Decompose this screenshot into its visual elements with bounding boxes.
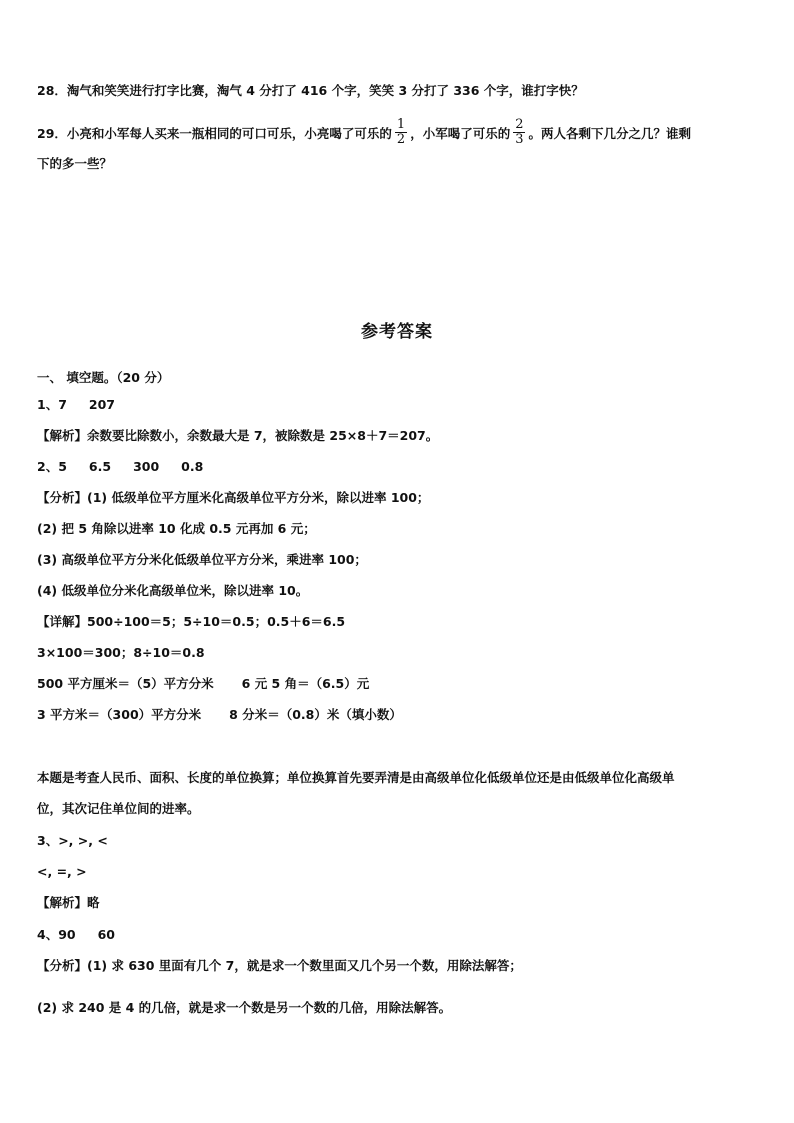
fraction-denominator: 3 (515, 132, 524, 147)
answer-2 (37, 459, 203, 475)
answer-2-analysis-2: (2) 把 5 角除以进率 10 化成 0.5 元再加 6 元； (37, 521, 316, 536)
answer-2-note-1: 本题是考查人民币、面积、长度的单位换算；单位换算首先要弄清是由高级单位化低级单位还是由低级单位化高级单 (37, 770, 675, 785)
answer-2-analysis-1: 【分析】(1) 低级单位平方厘米化高级单位平方分米，除以进率 100； (37, 490, 430, 505)
answer-3-line-2: <, =, > (37, 864, 87, 879)
answer-4-analysis-1: 【分析】(1) 求 630 里面有几个 7，就是求一个数里面又几个另一个数，用除法解答； (37, 958, 522, 973)
question-28: 28．淘气和笑笑进行打字比赛，淘气 4 分打了 416 个字，笑笑 3 分打了 336 个字，谁打字快？ (37, 83, 584, 98)
answer-2-detail-2: 3×100＝300；8÷10＝0.8 (37, 645, 205, 660)
answer-1-analysis: 【解析】余数要比除数小，余数最大是 7，被除数是 25×8＋7＝207。 (37, 428, 439, 443)
question-29-text-b: ，小军喝了可乐的 (410, 126, 511, 141)
fraction-two-thirds (513, 118, 525, 147)
answer-4-number: 4、90 (37, 927, 76, 942)
answer-2-number: 2、5 (37, 459, 67, 474)
conversion: 6 元 5 角＝（6.5）元 (241, 676, 370, 691)
conversion: 3 平方米＝（300）平方分米 (37, 707, 202, 722)
conversion: 500 平方厘米＝（5）平方分米 (37, 676, 214, 691)
answer-4-value: 60 (97, 927, 115, 942)
answer-2-value: 6.5 (88, 459, 112, 474)
answer-3: 3、>, >, < (37, 833, 108, 848)
answer-2-detail-3 (37, 676, 369, 692)
fraction-numerator: 2 (515, 117, 524, 132)
section-heading: 一、 填空题。（20 分） (37, 370, 170, 385)
question-29-cont: 下的多一些？ (37, 156, 113, 171)
page-title: 参考答案 (361, 322, 433, 342)
question-29-text-c: 。两人各剩下几分之几？谁剩 (528, 126, 691, 141)
answer-1-number: 1、7 (37, 397, 67, 412)
answer-2-analysis-3: (3) 高级单位平方分米化低级单位平方分米，乘进率 100； (37, 552, 367, 567)
answer-2-detail-1: 【详解】500÷100＝5；5÷10＝0.5；0.5＋6＝6.5 (37, 614, 346, 629)
fraction-numerator: 1 (396, 117, 406, 132)
answer-2-analysis-4: (4) 低级单位分米化高级单位米，除以进率 10。 (37, 583, 309, 598)
answer-2-note-2: 位，其次记住单位间的进率。 (37, 801, 200, 816)
answer-4-analysis-2: (2) 求 240 是 4 的几倍，就是求一个数是另一个数的几倍，用除法解答。 (37, 1000, 452, 1015)
fraction-denominator: 2 (396, 132, 406, 147)
answer-1 (37, 397, 115, 413)
answer-2-value: 0.8 (181, 459, 204, 474)
answer-3-analysis: 【解析】略 (37, 895, 100, 910)
answer-2-value: 300 (133, 459, 160, 474)
question-29-text-a: 29．小亮和小军每人买来一瓶相同的可口可乐，小亮喝了可乐的 (37, 126, 392, 141)
answer-1-value: 207 (88, 397, 115, 412)
answer-4 (37, 927, 115, 943)
fraction-one-half (395, 118, 407, 147)
conversion: 8 分米＝（0.8）米（填小数） (229, 707, 402, 722)
answer-2-detail-4 (37, 707, 402, 723)
question-29 (37, 117, 691, 149)
